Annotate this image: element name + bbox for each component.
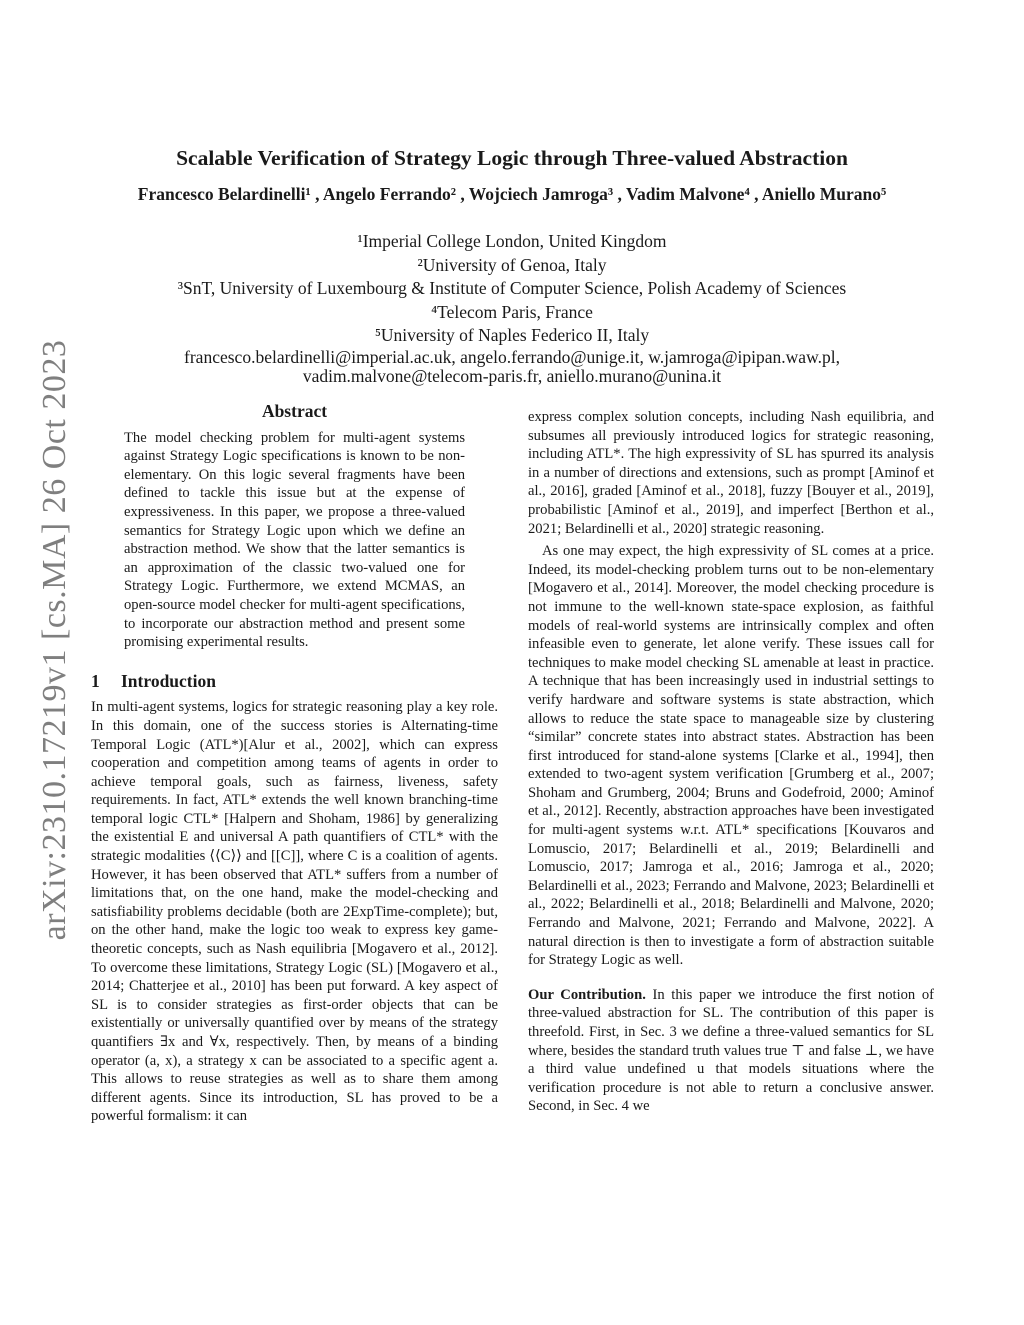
section-title: Introduction [121,670,216,691]
author-emails [90,348,934,387]
contribution-paragraph [528,986,934,1116]
abstract-text: The model checking problem for multi-agent systems against Strategy Logic specifications is known to be non-elementary. On this logic several fragments have been defined to tackle this issue but at the expense of expressiveness. In this paper, we propose a three-valued semantics for Strategy Logic upon which we define an abstraction method. We show that the latter semantics is an approximation of the classic two-valued one for Strategy Logic. Furthermore, we extend MCMAS, an open-source model checker for multi-agent specifications, to incorporate our abstraction method and present some promising experimental results. [124,429,465,651]
affiliation-4: ⁴Telecom Paris, France [431,301,593,322]
abstract-heading: Abstract [261,401,328,421]
introduction-paragraph: In multi-agent systems, logics for strategic reasoning play a key role. In this domain, one of the success stories is Alternating-time Temporal Logic (ATL*)[Alur et al., 2002], which can express cooperation and competition among teams of agents in order to achieve temporal goals, such as fairness, liveness, safety requirements. In fact, ATL* extends the well known branching-time temporal logic CTL* [Halpern and Shoham, 1986] by generalizing the existential E and universal A path quantifiers of CTL* with the strategic modalities ⟨⟨C⟩⟩ and [[C]], where C is a coalition of agents. However, it has been observed that ATL* suffers from a number of limitations that, on the one hand, make the model-checking and satisfiability problems decidable (both are 2ExpTime-complete); but, on the other hand, make the logic too weak to express key game-theoretic concepts, such as Nash equilibria [Mogavero et al., 2012]. To overcome these limitations, Strategy Logic (SL) [Mogavero et al., 2014; Chatterjee et al., 2010] has been put forward. A key aspect of SL is to consider strategies as first-order objects that can be existentially or universally quantified over by means of the strategy quantifiers ∃x and ∀x, respectively. Then, by means of a binding operator (a, x), a strategy x can be associated to a specific agent a. This allows to reuse strategies as well as to share them among different agents. Since its introduction, SL has proved to be a powerful formalism: it can [91,699,498,1125]
author-list: Francesco Belardinelli¹ , Angelo Ferrando² , Wojciech Jamroga³ , Vadim Malvone⁴ , Aniello Murano⁵ [137,184,887,204]
section-number: 1 [91,670,100,691]
section-heading-introduction [91,672,498,691]
intro-paragraph-abstraction: As one may expect, the high expressivity of SL comes at a price. Indeed, its model-checking problem turns out to be non-elementary [Mogavero et al., 2014]. Moreover, the model checking procedure is not immune to the well-known state-space explosion, as faithful models of real-world systems are intrinsically complex and often infeasible even to generate, let alone verify. These issues call for techniques to make model checking SL amenable at least in practice. A technique that has been increasingly used in industrial settings to verify hardware and software systems is state abstraction, which allows to reduce the state space to manageable size by clustering “similar” concrete states into abstract states. Abstraction has been first introduced for stand-alone systems [Clarke et al., 1994], then extended to two-agent system verification [Grumberg et al., 2007; Shoham and Grumberg, 2004; Bruns and Godefroid, 2000; Aminof et al., 2012]. Recently, abstraction approaches have been investigated for multi-agent systems w.r.t. ATL* specifications [Kouvaros and Lomuscio, 2017; Belardinelli et al., 2019; Belardinelli and Lomuscio, 2017; Jamroga et al., 2016; Jamroga et al., 2020; Belardinelli et al., 2023; Ferrando and Malvone, 2023; Belardinelli et al., 2022; Belardinelli et al., 2018; Belardinelli and Malvone, 2020; Ferrando and Malvone, 2021; Ferrando and Malvone, 2022]. A natural direction is then to investigate a form of abstraction suitable for Strategy Logic as well. [528,543,934,969]
contribution-heading: Our Contribution. [528,986,646,1003]
arxiv-identifier: arXiv:2310.17219v1 [cs.MA] 26 Oct 2023 [36,339,73,941]
affiliation-1: ¹Imperial College London, United Kingdom [357,231,667,251]
affiliation-block [90,230,934,387]
contribution-text: In this paper we introduce the first notion of three-valued abstraction for SL. The contribution of this paper is threefold. First, in Sec. 3 we define a three-valued semantics for SL where, besides the standard truth values true ⊤ and false ⊥, we have a third value undefined u that models situations where the verification procedure is not able to return a conclusive answer. Second, in Sec. 4 we [528,986,934,1115]
left-column [91,400,498,1126]
right-column [528,408,934,1116]
affiliation-5: ⁵University of Naples Federico II, Italy [374,325,650,345]
email-line-2: vadim.malvone@telecom-paris.fr, aniello.murano@unina.it [302,366,722,386]
affiliation-3: ³SnT, University of Luxembourg & Institute of Computer Science, Polish Academy of Sciences [177,278,847,298]
paper-title: Scalable Verification of Strategy Logic through Three-valued Abstraction [176,146,848,170]
affiliation-2: ²University of Genoa, Italy [417,254,607,275]
intro-paragraph-continued: express complex solution concepts, including Nash equilibria, and subsumes all previously introduced logics for strategic reasoning, including ATL*. The high expressivity of SL has spurred its analysis in a number of directions and extensions, such as prompt [Aminof et al., 2016], graded [Aminof et al., 2018], fuzzy [Bouyer et al., 2019], probabilistic [Aminof et al., 2019], and imperfect [Berthon et al., 2021; Belardinelli et al., 2020] strategic reasoning. [528,409,934,537]
email-line-1: francesco.belardinelli@imperial.ac.uk, angelo.ferrando@unige.it, w.jamroga@ipipan.waw.pl, [184,346,840,367]
